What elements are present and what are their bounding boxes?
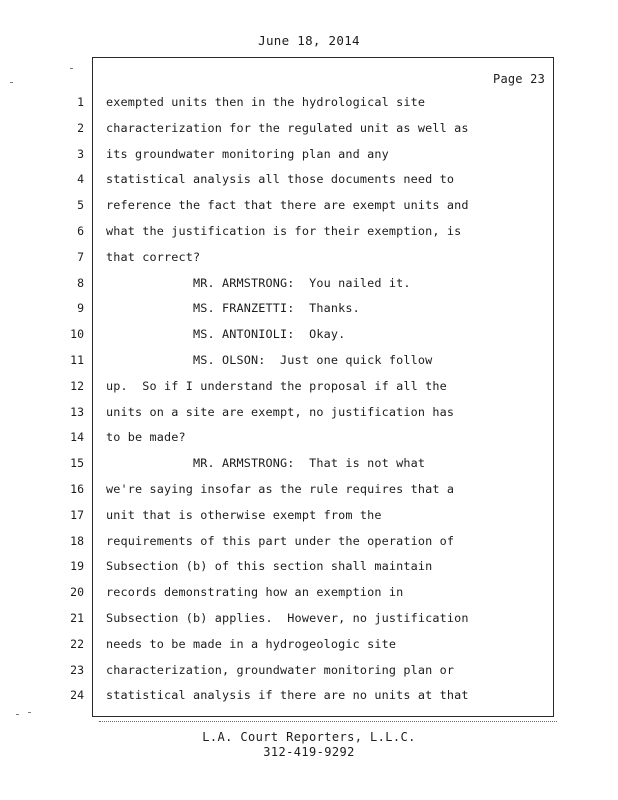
line-number: 23 [70, 663, 84, 677]
line-number: 6 [77, 224, 84, 238]
line-number: 11 [70, 353, 84, 367]
transcript-line: to be made? [106, 430, 186, 444]
transcript-date: June 18, 2014 [258, 33, 360, 48]
transcript-line: exempted units then in the hydrological site [106, 95, 426, 109]
scan-speck [16, 714, 19, 715]
line-number: 16 [70, 482, 84, 496]
transcript-line: Subsection (b) applies. However, no justification [106, 611, 469, 625]
line-number: 17 [70, 508, 84, 522]
transcript-line: MR. ARMSTRONG: You nailed it. [106, 276, 411, 290]
transcript-line: statistical analysis all those documents need to [106, 172, 455, 186]
transcript-line: what the justification is for their exemption, is [106, 224, 462, 238]
scan-speck [28, 712, 31, 713]
line-number: 15 [70, 456, 84, 470]
line-number: 8 [77, 276, 84, 290]
transcript-line: MS. OLSON: Just one quick follow [106, 353, 433, 367]
line-number: 18 [70, 534, 84, 548]
transcript-line: requirements of this part under the operation of [106, 534, 455, 548]
transcript-line: statistical analysis if there are no units at that [106, 688, 469, 702]
line-number: 1 [77, 95, 84, 109]
transcript-line: MR. ARMSTRONG: That is not what [106, 456, 426, 470]
transcript-line: Subsection (b) of this section shall maintain [106, 559, 433, 573]
footer-phone-number: 312-419-9292 [263, 745, 355, 759]
line-number: 20 [70, 585, 84, 599]
page-number-label: Page 23 [493, 72, 545, 86]
transcript-line: unit that is otherwise exempt from the [106, 508, 382, 522]
line-number: 22 [70, 637, 84, 651]
transcript-line: needs to be made in a hydrogeologic site [106, 637, 397, 651]
footer-reporter-name: L.A. Court Reporters, L.L.C. [202, 730, 416, 744]
line-number: 3 [77, 147, 84, 161]
line-number: 10 [70, 327, 84, 341]
line-number: 21 [70, 611, 84, 625]
transcript-line: we're saying insofar as the rule requires that a [106, 482, 455, 496]
transcript-line: units on a site are exempt, no justification has [106, 405, 455, 419]
line-number: 12 [70, 379, 84, 393]
line-number: 2 [77, 121, 84, 135]
line-number: 14 [70, 430, 84, 444]
line-number: 13 [70, 405, 84, 419]
scan-speck [10, 82, 13, 83]
transcript-line: records demonstrating how an exemption in [106, 585, 404, 599]
transcript-line: reference the fact that there are exempt units and [106, 198, 469, 212]
line-number: 24 [70, 688, 84, 702]
transcript-line: characterization, groundwater monitoring plan or [106, 663, 455, 677]
line-number: 5 [77, 198, 84, 212]
line-number: 4 [77, 172, 84, 186]
transcript-line: its groundwater monitoring plan and any [106, 147, 389, 161]
line-number: 7 [77, 250, 84, 264]
transcript-line: up. So if I understand the proposal if all the [106, 379, 447, 393]
line-number: 19 [70, 559, 84, 573]
transcript-line: MS. ANTONIOLI: Okay. [106, 327, 346, 341]
transcript-line: MS. FRANZETTI: Thanks. [106, 301, 360, 315]
line-number: 9 [77, 301, 84, 315]
transcript-line: that correct? [106, 250, 201, 264]
transcript-line: characterization for the regulated unit as well as [106, 121, 469, 135]
scan-speck [70, 68, 73, 69]
